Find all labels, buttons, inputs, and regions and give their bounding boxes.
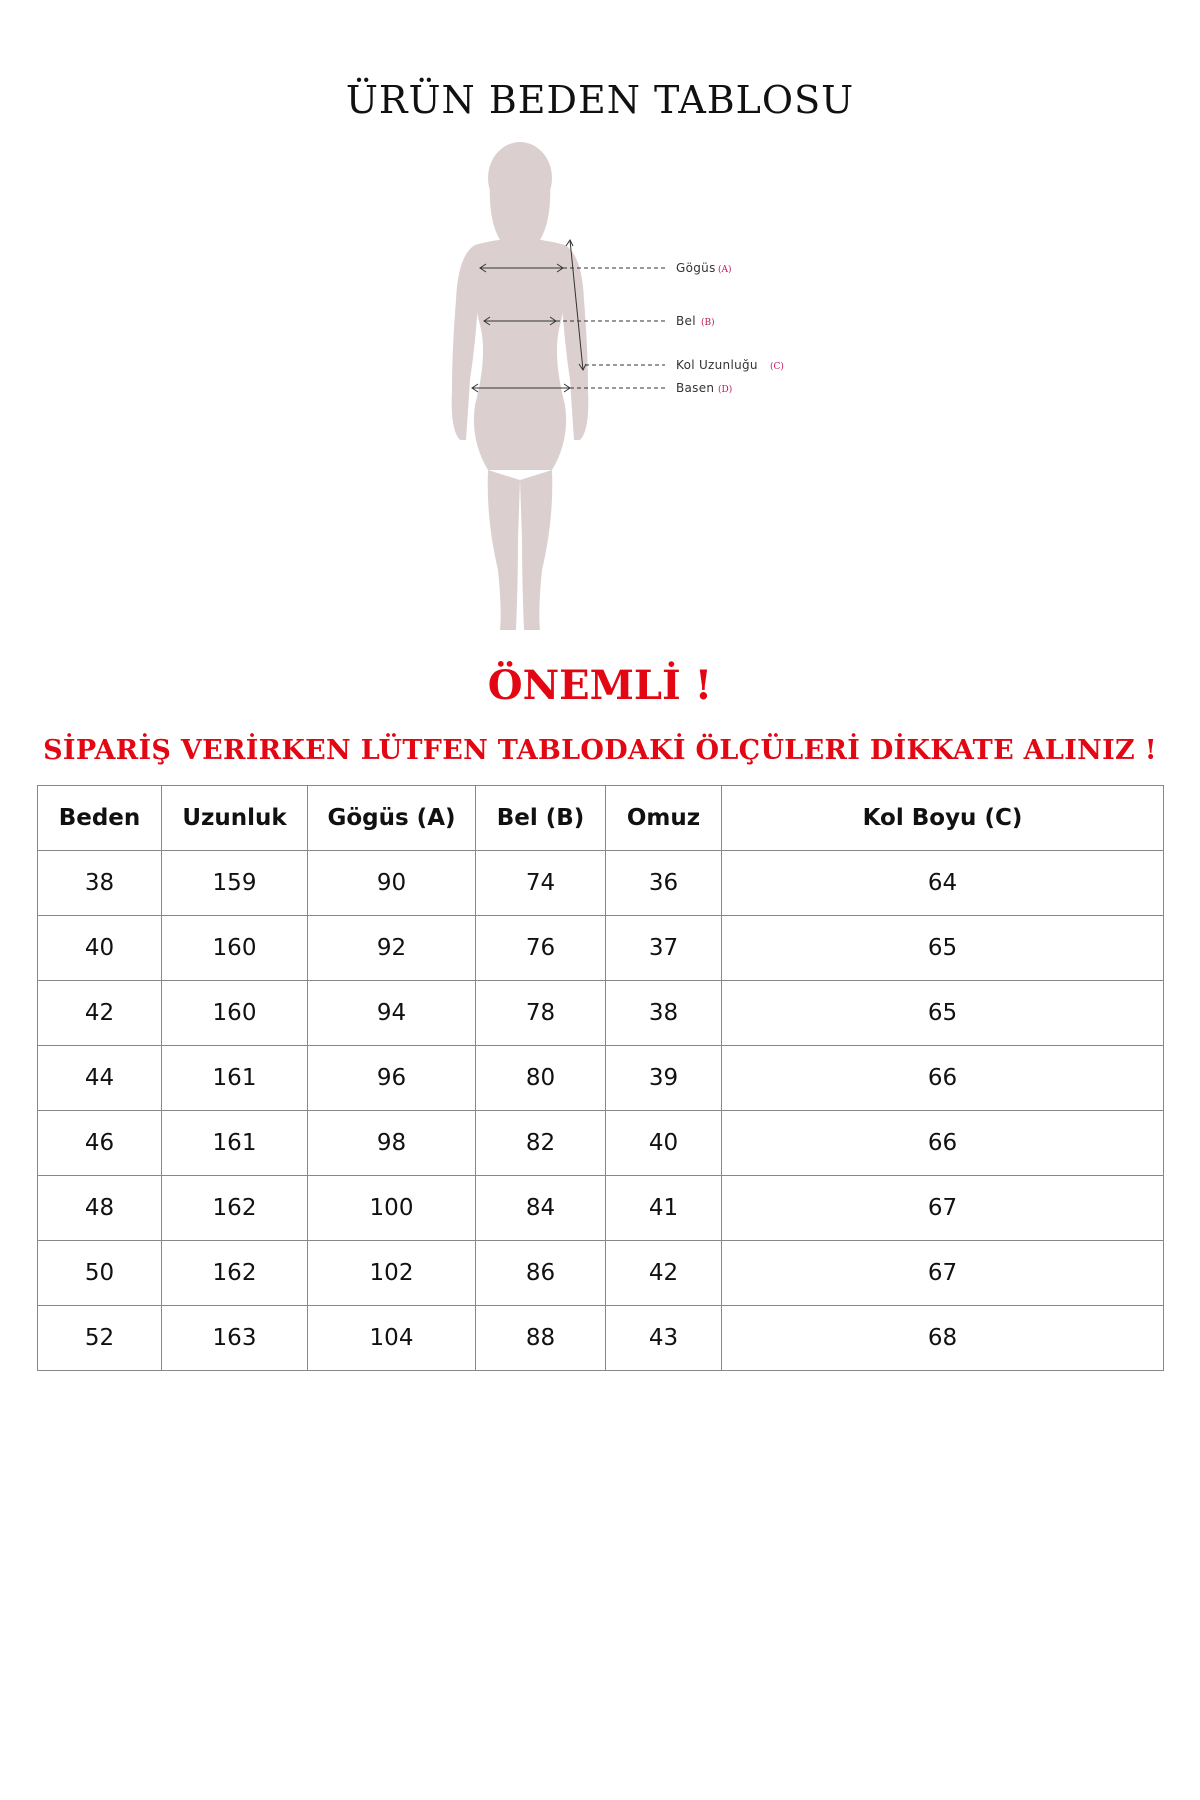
table-row — [38, 1306, 1164, 1371]
cell-size: 42 — [38, 981, 162, 1046]
cell-size: 48 — [38, 1176, 162, 1241]
cell-shoulder: 40 — [606, 1111, 722, 1176]
cell-shoulder: 39 — [606, 1046, 722, 1111]
cell-sleeve: 66 — [722, 1111, 1164, 1176]
cell-chest: 98 — [308, 1111, 476, 1176]
table-row — [38, 1046, 1164, 1111]
cell-sleeve: 66 — [722, 1046, 1164, 1111]
sleeve-length-label: Kol Uzunluğu — [676, 358, 758, 372]
sleeve-length-code: (C) — [770, 362, 784, 372]
cell-length: 163 — [162, 1306, 308, 1371]
cell-waist: 88 — [476, 1306, 606, 1371]
column-header-shoulder: Omuz — [606, 786, 722, 851]
cell-length: 159 — [162, 851, 308, 916]
cell-sleeve: 65 — [722, 981, 1164, 1046]
hip-code: (D) — [718, 385, 733, 395]
cell-shoulder: 37 — [606, 916, 722, 981]
cell-size: 40 — [38, 916, 162, 981]
cell-shoulder: 41 — [606, 1176, 722, 1241]
chest-code: (A) — [718, 265, 732, 275]
table-row — [38, 1111, 1164, 1176]
size-table — [37, 785, 1164, 1371]
cell-shoulder: 43 — [606, 1306, 722, 1371]
cell-shoulder: 42 — [606, 1241, 722, 1306]
cell-sleeve: 67 — [722, 1241, 1164, 1306]
cell-chest: 90 — [308, 851, 476, 916]
cell-size: 38 — [38, 851, 162, 916]
cell-waist: 84 — [476, 1176, 606, 1241]
order-warning-message: SİPARİŞ VERİRKEN LÜTFEN TABLODAKİ ÖLÇÜLERİ DİKKATE ALINIZ ! — [43, 735, 1157, 766]
column-header-chest: Gögüs (A) — [308, 786, 476, 851]
body-silhouette-diagram — [420, 140, 820, 640]
cell-shoulder: 38 — [606, 981, 722, 1046]
waist-label: Bel — [676, 314, 696, 328]
page-title: ÜRÜN BEDEN TABLOSU — [345, 78, 855, 122]
cell-length: 161 — [162, 1046, 308, 1111]
cell-waist: 80 — [476, 1046, 606, 1111]
cell-chest: 94 — [308, 981, 476, 1046]
cell-sleeve: 67 — [722, 1176, 1164, 1241]
cell-size: 44 — [38, 1046, 162, 1111]
cell-length: 162 — [162, 1176, 308, 1241]
cell-shoulder: 36 — [606, 851, 722, 916]
cell-sleeve: 64 — [722, 851, 1164, 916]
column-header-sleeve: Kol Boyu (C) — [722, 786, 1164, 851]
table-row — [38, 981, 1164, 1046]
cell-chest: 92 — [308, 916, 476, 981]
cell-length: 162 — [162, 1241, 308, 1306]
cell-chest: 102 — [308, 1241, 476, 1306]
cell-length: 160 — [162, 916, 308, 981]
table-row — [38, 916, 1164, 981]
table-row — [38, 1176, 1164, 1241]
cell-length: 161 — [162, 1111, 308, 1176]
cell-waist: 76 — [476, 916, 606, 981]
column-header-size: Beden — [38, 786, 162, 851]
cell-size: 46 — [38, 1111, 162, 1176]
waist-code: (B) — [701, 318, 715, 328]
cell-length: 160 — [162, 981, 308, 1046]
column-header-length: Uzunluk — [162, 786, 308, 851]
table-header-row — [38, 786, 1164, 851]
cell-waist: 82 — [476, 1111, 606, 1176]
cell-waist: 86 — [476, 1241, 606, 1306]
important-heading: ÖNEMLİ ! — [487, 662, 713, 709]
cell-sleeve: 65 — [722, 916, 1164, 981]
cell-sleeve: 68 — [722, 1306, 1164, 1371]
body-measurement-figure — [420, 140, 820, 640]
table-row — [38, 851, 1164, 916]
cell-size: 50 — [38, 1241, 162, 1306]
cell-chest: 104 — [308, 1306, 476, 1371]
cell-waist: 78 — [476, 981, 606, 1046]
cell-waist: 74 — [476, 851, 606, 916]
column-header-waist: Bel (B) — [476, 786, 606, 851]
table-row — [38, 1241, 1164, 1306]
cell-size: 52 — [38, 1306, 162, 1371]
cell-chest: 96 — [308, 1046, 476, 1111]
table-body — [38, 851, 1164, 1371]
cell-chest: 100 — [308, 1176, 476, 1241]
hip-label: Basen — [676, 381, 715, 395]
chest-label: Gögüs — [676, 261, 716, 275]
